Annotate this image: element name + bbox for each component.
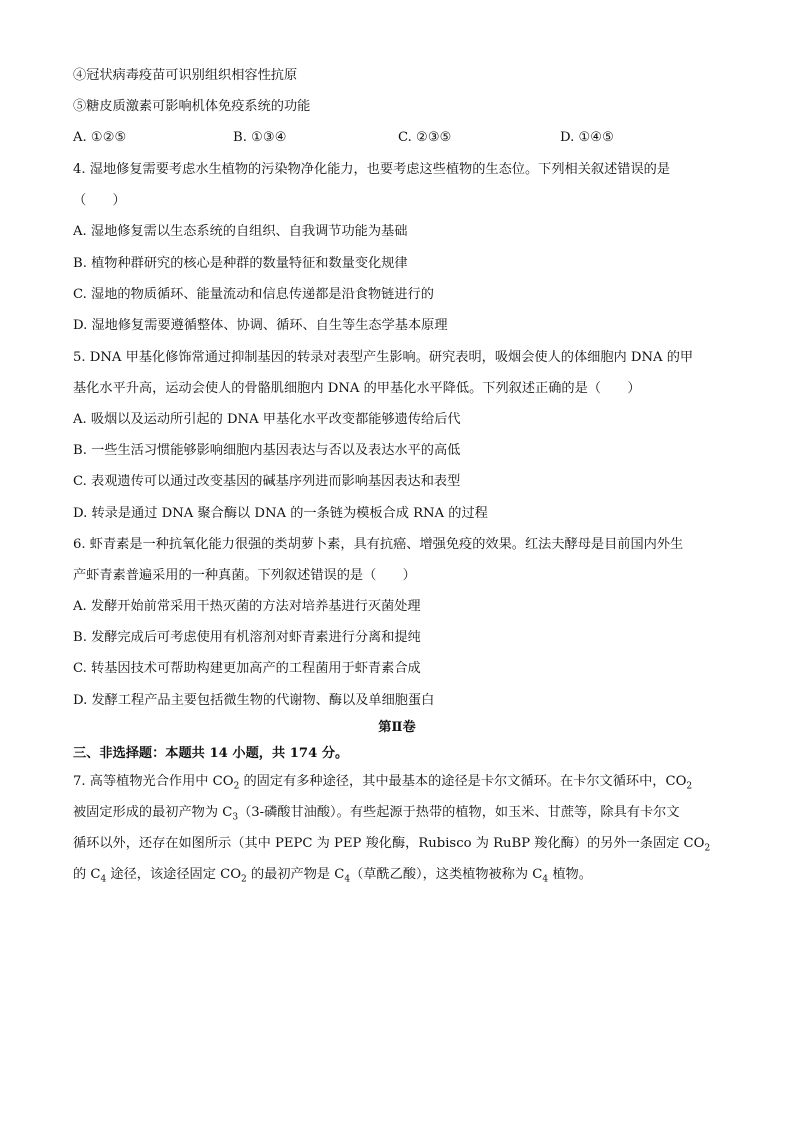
section-title: 第Ⅱ卷 bbox=[378, 720, 416, 735]
option-b: B. 一些生活习惯能够影响细胞内基因表达与否以及表达水平的高低 bbox=[73, 443, 461, 458]
subscript: 2 bbox=[686, 781, 693, 792]
text-segment: 的固定有多种途径，其中最基本的途径是卡尔文循环。在卡尔文循环中，CO bbox=[239, 774, 687, 789]
text-segment: （草酰乙酸），这类植物被称为 C bbox=[350, 867, 543, 882]
section-heading: 三、非选择题：本题共 14 小题，共 174 分。 bbox=[73, 746, 349, 761]
option-d: D. ①④⑤ bbox=[560, 130, 614, 145]
question-stem: 基化水平升高，运动会使人的骨骼肌细胞内 DNA 的甲基化水平降低。下列叙述正确的是（ ） bbox=[73, 381, 641, 396]
question-stem: 6. 虾青素是一种抗氧化能力很强的类胡萝卜素，具有抗癌、增强免疫的效果。红法夫酵母是目前国内外生 bbox=[73, 537, 684, 552]
subscript: 3 bbox=[232, 812, 239, 823]
option-a: A. 吸烟以及运动所引起的 DNA 甲基化水平改变都能够遗传给后代 bbox=[73, 412, 461, 427]
subscript: 2 bbox=[704, 843, 711, 854]
option-d: D. 发酵工程产品主要包括微生物的代谢物、酶以及单细胞蛋白 bbox=[73, 693, 435, 708]
option-d: D. 转录是通过 DNA 聚合酶以 DNA 的一条链为模板合成 RNA 的过程 bbox=[73, 506, 488, 521]
subscript: 4 bbox=[542, 874, 549, 885]
option-c: C. ②③⑤ bbox=[398, 130, 452, 145]
option-a: A. 发酵开始前常采用干热灭菌的方法对培养基进行灭菌处理 bbox=[73, 599, 421, 614]
text-segment: 被固定形成的最初产物为 C bbox=[73, 805, 233, 820]
option-c: C. 表观遗传可以通过改变基因的碱基序列进而影响基因表达和表型 bbox=[73, 474, 461, 489]
subscript: 2 bbox=[233, 781, 240, 792]
question-stem: 产虾青素普遍采用的一种真菌。下列叙述错误的是（ ） bbox=[73, 568, 416, 583]
text-segment: 植物。 bbox=[548, 867, 592, 882]
question-stem: （ ） bbox=[73, 193, 126, 208]
question-stem bbox=[73, 865, 754, 885]
subscript: 4 bbox=[100, 874, 107, 885]
option-b: B. ①③④ bbox=[233, 130, 287, 145]
question-stem bbox=[73, 772, 754, 792]
option-c: C. 转基因技术可帮助构建更加高产的工程菌用于虾青素合成 bbox=[73, 661, 421, 676]
question-stem: 4. 湿地修复需要考虑水生植物的污染物净化能力，也要考虑这些植物的生态位。下列相关叙述错误的是 bbox=[73, 162, 671, 177]
text-line: ⑤糖皮质激素可影响机体免疫系统的功能 bbox=[73, 99, 311, 114]
text-segment: 的最初产物是 C bbox=[246, 867, 345, 882]
text-segment: 途径，该途径固定 CO bbox=[106, 867, 242, 882]
option-b: B. 发酵完成后可考虑使用有机溶剂对虾青素进行分离和提纯 bbox=[73, 630, 421, 645]
text-line: ④冠状病毒疫苗可识别组织相容性抗原 bbox=[73, 68, 298, 83]
text-segment: 循环以外，还存在如图所示（其中 PEPC 为 PEP 羧化酶，Rubisco 为 RuBP 羧化酶）的另外一条固定 CO bbox=[73, 836, 705, 851]
question-stem: 5. DNA 甲基化修饰常通过抑制基因的转录对表型产生影响。研究表明，吸烟会使人的体细胞内 DNA 的甲 bbox=[73, 350, 694, 365]
text-segment: （3-磷酸甘油酸）。有些起源于热带的植物，如玉米、甘蔗等，除具有卡尔文 bbox=[238, 805, 680, 820]
q3-options bbox=[73, 128, 753, 148]
text-segment: 的 C bbox=[73, 867, 101, 882]
question-stem bbox=[73, 834, 754, 854]
option-c: C. 湿地的物质循环、能量流动和信息传递都是沿食物链进行的 bbox=[73, 287, 434, 302]
option-a: A. 湿地修复需以生态系统的自组织、自我调节功能为基础 bbox=[73, 224, 408, 239]
subscript: 2 bbox=[241, 874, 247, 885]
option-d: D. 湿地修复需要遵循整体、协调、循环、自生等生态学基本原理 bbox=[73, 318, 448, 333]
text-segment: 7. 高等植物光合作用中 CO bbox=[73, 774, 234, 789]
question-stem bbox=[73, 803, 754, 823]
option-a: A. ①②⑤ bbox=[73, 130, 127, 145]
option-b: B. 植物种群研究的核心是种群的数量特征和数量变化规律 bbox=[73, 256, 408, 271]
subscript: 4 bbox=[344, 874, 351, 885]
